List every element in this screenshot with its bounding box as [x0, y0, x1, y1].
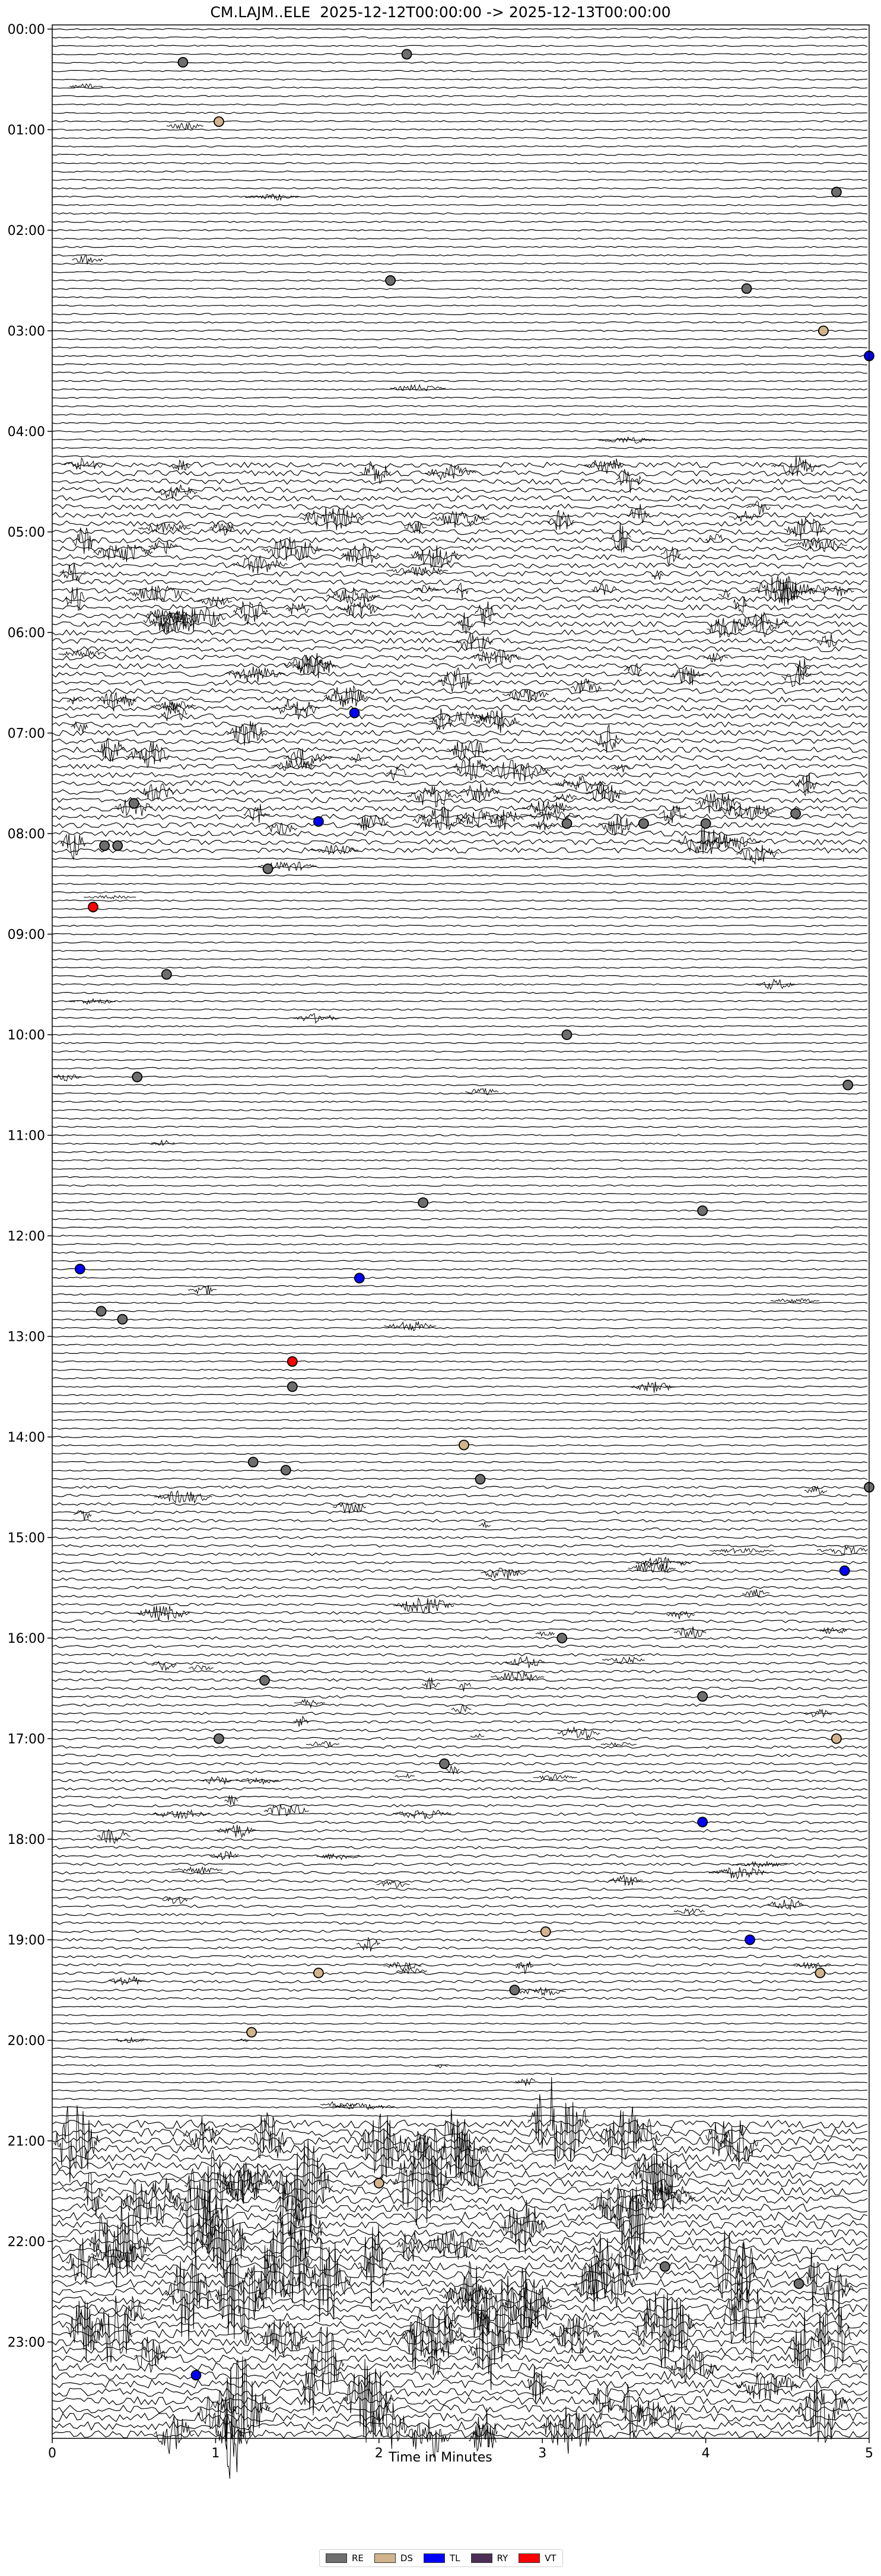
y-tick-label: 17:00: [7, 1732, 45, 1747]
event-marker-re: [791, 809, 800, 818]
y-tick-label: 06:00: [7, 626, 45, 641]
event-marker-ds: [314, 1968, 323, 1978]
legend-item-tl: [424, 2553, 460, 2564]
y-tick-label: 05:00: [7, 525, 45, 540]
x-axis-label: Time in Minutes: [389, 2450, 492, 2465]
y-tick-label: 00:00: [7, 23, 45, 38]
event-marker-re: [113, 841, 122, 850]
legend-item-re: [326, 2553, 364, 2564]
y-tick-label: 11:00: [7, 1128, 45, 1144]
event-marker-re: [178, 58, 187, 67]
y-tick-label: 03:00: [7, 324, 45, 339]
event-marker-re: [843, 1080, 853, 1090]
event-marker-tl: [350, 708, 360, 718]
event-marker-tl: [314, 817, 323, 826]
event-marker-re: [418, 1198, 428, 1207]
event-marker-ds: [459, 1440, 469, 1450]
legend-swatch: [326, 2553, 347, 2563]
event-marker-tl: [698, 1817, 707, 1827]
y-tick-label: 09:00: [7, 927, 45, 943]
legend-swatch: [424, 2553, 445, 2563]
event-marker-re: [832, 187, 841, 197]
y-tick-label: 01:00: [7, 123, 45, 138]
y-tick-label: 15:00: [7, 1531, 45, 1546]
event-marker-re: [562, 1030, 572, 1039]
event-marker-tl: [840, 1566, 850, 1576]
x-tick-label: 2: [374, 2446, 383, 2461]
event-marker-ds: [819, 326, 828, 336]
legend-item-ry: [471, 2553, 508, 2564]
legend: [319, 2549, 563, 2567]
event-marker-re: [562, 819, 572, 828]
event-marker-re: [214, 1734, 224, 1744]
event-marker-re: [742, 284, 752, 293]
y-tick-label: 12:00: [7, 1229, 45, 1245]
event-marker-re: [100, 841, 109, 850]
event-marker-re: [476, 1474, 485, 1484]
legend-swatch: [519, 2553, 540, 2563]
event-marker-ds: [374, 2179, 384, 2188]
event-marker-tl: [191, 2371, 201, 2380]
legend-label: TL: [449, 2553, 460, 2564]
event-marker-ds: [214, 117, 224, 126]
event-marker-re: [386, 276, 395, 285]
y-tick-label: 16:00: [7, 1632, 45, 1647]
x-tick-label: 0: [48, 2446, 56, 2461]
y-tick-label: 04:00: [7, 425, 45, 440]
event-marker-re: [132, 1072, 142, 1082]
y-tick-label: 10:00: [7, 1028, 45, 1044]
x-tick-label: 5: [865, 2446, 873, 2461]
y-axis: [8, 23, 52, 2351]
event-marker-tl: [355, 1273, 364, 1283]
event-marker-re: [698, 1206, 707, 1216]
y-tick-label: 22:00: [7, 2235, 45, 2250]
legend-swatch: [471, 2553, 492, 2563]
event-marker-re: [162, 969, 171, 979]
event-marker-re: [129, 799, 139, 808]
y-tick-label: 08:00: [7, 827, 45, 842]
x-tick-label: 3: [538, 2446, 547, 2461]
event-marker-ds: [832, 1734, 841, 1744]
event-marker-re: [440, 1759, 449, 1769]
event-marker-re: [660, 2262, 670, 2271]
event-marker-re: [794, 2279, 804, 2288]
event-marker-re: [260, 1675, 269, 1685]
y-tick-label: 21:00: [7, 2134, 45, 2149]
y-tick-label: 07:00: [7, 726, 45, 742]
y-tick-label: 14:00: [7, 1430, 45, 1446]
y-tick-label: 13:00: [7, 1330, 45, 1345]
event-marker-re: [701, 819, 711, 828]
y-tick-label: 19:00: [7, 1933, 45, 1948]
event-marker-re: [249, 1457, 258, 1467]
event-marker-re: [639, 819, 648, 828]
event-marker-vt: [288, 1357, 297, 1366]
event-marker-ds: [247, 2028, 256, 2037]
event-marker-re: [117, 1315, 127, 1324]
legend-label: RY: [497, 2553, 508, 2564]
legend-item-vt: [519, 2553, 556, 2564]
legend-item-ds: [374, 2553, 413, 2564]
event-marker-tl: [745, 1935, 755, 1945]
legend-label: DS: [400, 2553, 413, 2564]
event-marker-tl: [75, 1264, 85, 1274]
event-marker-re: [510, 1985, 519, 1995]
event-marker-re: [402, 49, 412, 59]
x-tick-label: 1: [211, 2446, 220, 2461]
event-marker-ds: [815, 1968, 825, 1978]
event-marker-re: [281, 1465, 291, 1475]
x-tick-label: 4: [701, 2446, 710, 2461]
y-tick-label: 18:00: [7, 1833, 45, 1848]
legend-label: RE: [352, 2553, 364, 2564]
event-marker-vt: [88, 902, 98, 912]
event-marker-re: [97, 1306, 106, 1316]
plot-background: [52, 25, 869, 2438]
chart-title: CM.LAJM..ELE 2025-12-12T00:00:00 -> 2025-12-13T00:00:00: [210, 4, 671, 21]
event-marker-re: [698, 1691, 707, 1701]
y-tick-label: 02:00: [7, 224, 45, 239]
event-marker-re: [263, 864, 273, 873]
event-marker-re: [557, 1633, 567, 1643]
legend-swatch: [374, 2553, 396, 2563]
y-tick-label: 23:00: [7, 2335, 45, 2351]
y-tick-label: 20:00: [7, 2034, 45, 2049]
event-marker-re: [288, 1382, 297, 1391]
legend-label: VT: [545, 2553, 556, 2564]
event-marker-ds: [541, 1927, 551, 1936]
